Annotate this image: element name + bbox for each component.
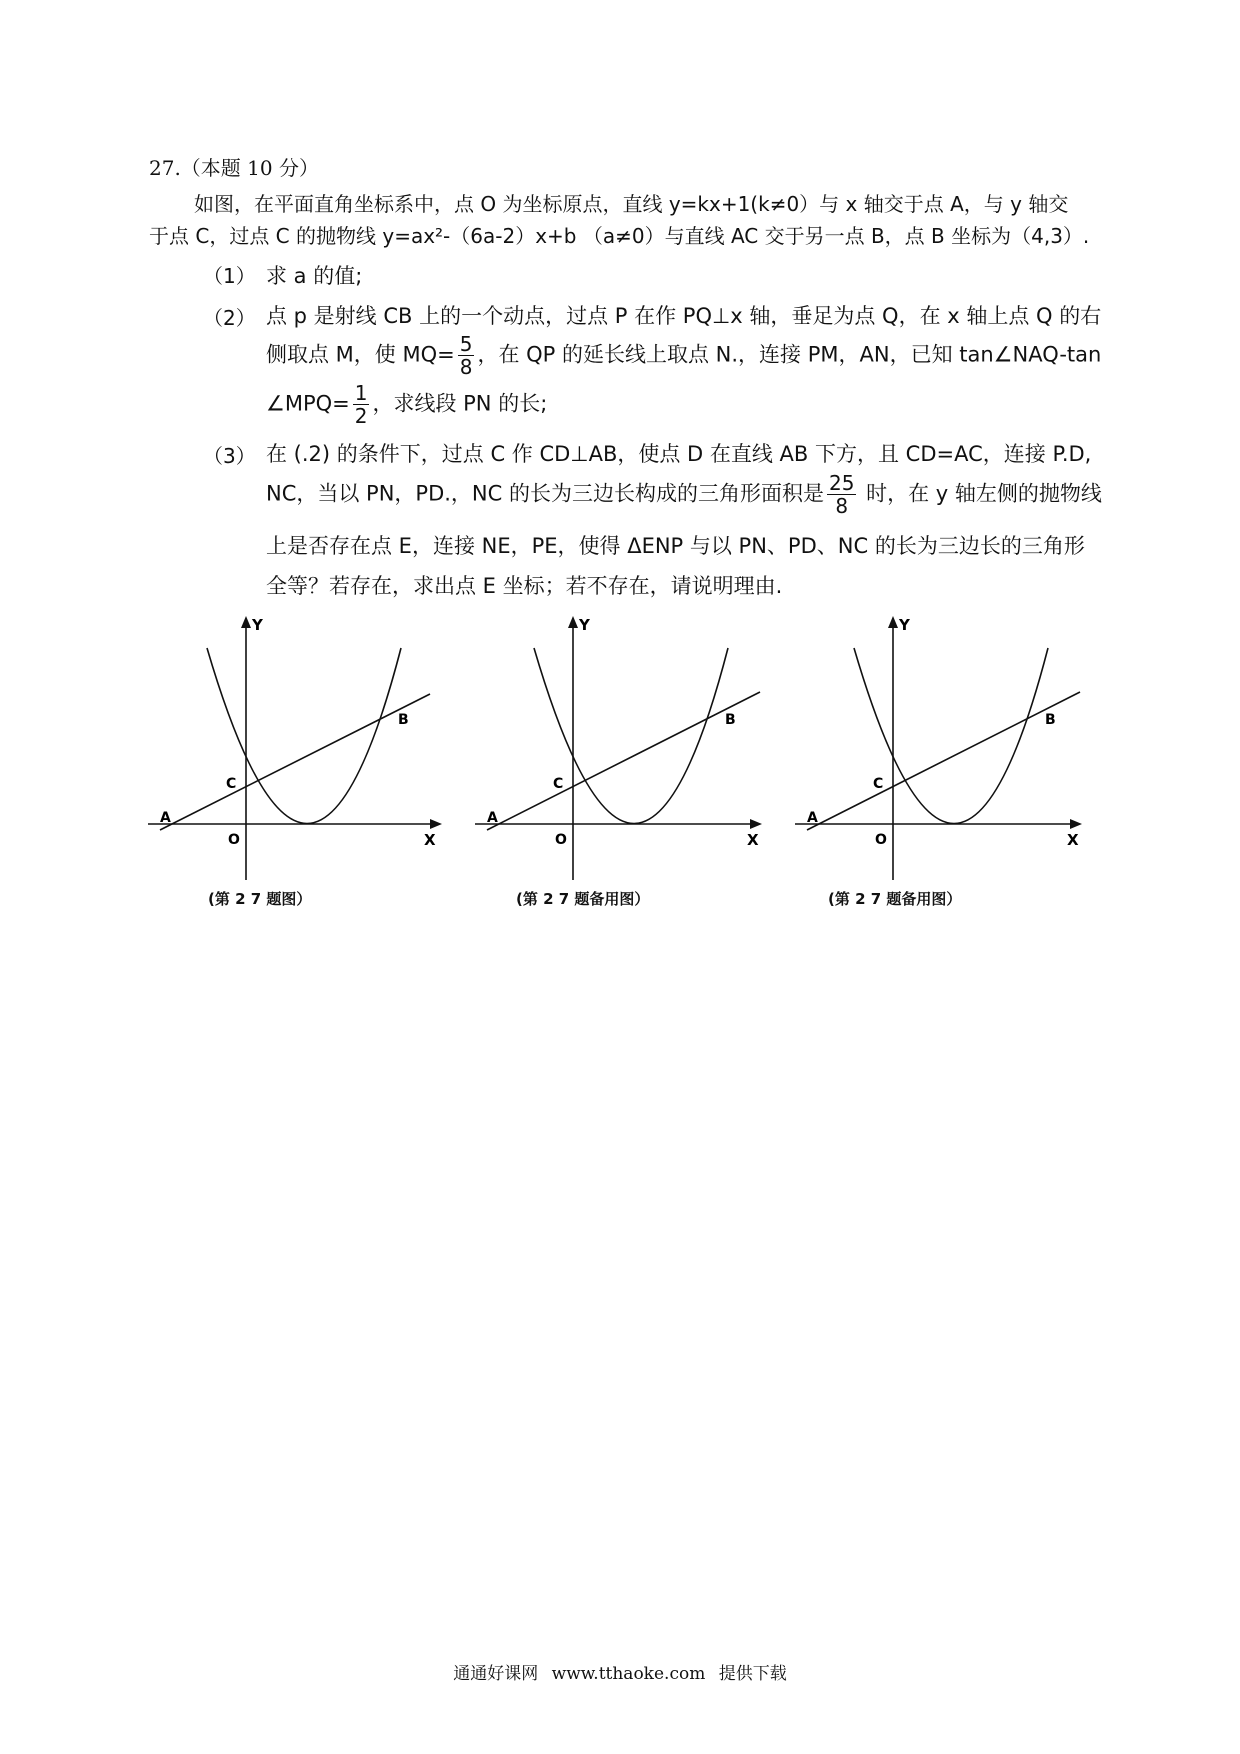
y-axis-label: Y [899, 616, 910, 634]
origin-label: O [555, 832, 567, 848]
fraction-numerator: 1 [354, 381, 368, 405]
point-a-label: A [487, 810, 498, 826]
parabola [534, 648, 728, 824]
point-a-label: A [160, 810, 171, 826]
origin-label: O [875, 832, 887, 848]
part-3-line-2-a: NC，当以 PN，PD.，NC 的长为三边长构成的三角形面积是 [266, 481, 824, 506]
part-3-line-2-b: 时，在 y 轴左侧的抛物线 [859, 481, 1102, 506]
line-ac [160, 694, 430, 830]
part-1-text: 求 a 的值; [266, 264, 363, 288]
figure-caption: (第 2 7 题备用图） [828, 890, 962, 908]
figure-backup-1 [475, 612, 775, 882]
fraction-denominator: 8 [459, 355, 473, 379]
fraction-one-half [353, 383, 370, 426]
x-axis-label: X [424, 831, 436, 849]
part-3-line-1: 在 (.2) 的条件下，过点 C 作 CD⊥AB，使点 D 在直线 AB 下方，且 CD=AC，连接 P.D, [266, 442, 1092, 466]
part-2-line-3 [266, 383, 547, 426]
y-axis-arrow-icon [568, 616, 578, 628]
part-2-line-1: 点 p 是射线 CB 上的一个动点，过点 P 在作 PQ⊥x 轴，垂足为点 Q，在 x 轴上点 Q 的右 [266, 304, 1102, 328]
part-3-line-3: 上是否存在点 E，连接 NE，PE，使得 ΔENP 与以 PN、PD、NC 的长为三边长的三角形 [266, 534, 1085, 558]
y-axis-arrow-icon [888, 616, 898, 628]
point-b-label: B [725, 712, 736, 728]
part-2-line-2-b: ，在 QP 的延长线上取点 N.，连接 PM，AN，已知 tan∠NAQ-tan [477, 342, 1102, 367]
point-c-label: C [873, 776, 884, 792]
fraction-denominator: 2 [354, 404, 368, 428]
x-axis-label: X [1067, 831, 1079, 849]
footer-url[interactable]: www.tthaoke.com [551, 1664, 706, 1684]
part-3-line-2 [266, 473, 1102, 516]
footer-site-name: 通通好课网 [453, 1664, 539, 1684]
line-ac [487, 692, 760, 830]
fraction-numerator: 25 [828, 471, 855, 495]
figure-main [148, 612, 448, 882]
part-2-line-2-a: 侧取点 M，使 MQ= [266, 342, 455, 367]
parabola [854, 648, 1048, 824]
part-2-number: （2） [203, 306, 256, 330]
fraction-numerator: 5 [459, 332, 473, 356]
line-ac [807, 692, 1080, 830]
x-axis-arrow-icon [1070, 819, 1082, 829]
parabola [207, 648, 401, 824]
part-3-number: （3） [203, 444, 256, 468]
point-c-label: C [553, 776, 564, 792]
part-2-line-2 [266, 334, 1101, 377]
x-axis-arrow-icon [750, 819, 762, 829]
x-axis-label: X [747, 831, 759, 849]
fraction-denominator: 8 [835, 494, 849, 518]
point-b-label: B [1045, 712, 1056, 728]
part-1-number: （1） [203, 264, 256, 288]
x-axis-arrow-icon [430, 819, 442, 829]
figure-caption: (第 2 7 题备用图） [516, 890, 650, 908]
part-2-line-3-a: ∠MPQ= [266, 391, 350, 416]
y-axis-label: Y [252, 616, 263, 634]
point-a-label: A [807, 810, 818, 826]
point-b-label: B [398, 712, 409, 728]
fraction-five-eighths [458, 334, 475, 377]
question-intro-line-2: 于点 C，过点 C 的抛物线 y=ax²-（6a-2）x+b （a≠0）与直线 AC 交于另一点 B，点 B 坐标为（4,3）. [149, 224, 1090, 248]
footer-suffix: 提供下载 [718, 1664, 787, 1684]
point-c-label: C [226, 776, 237, 792]
y-axis-label: Y [579, 616, 590, 634]
origin-label: O [228, 832, 240, 848]
page-footer [0, 1659, 1240, 1684]
y-axis-arrow-icon [241, 616, 251, 628]
figure-backup-2 [795, 612, 1095, 882]
fraction-twenty-five-eighths [827, 473, 856, 516]
question-intro-line-1: 如图，在平面直角坐标系中，点 O 为坐标原点，直线 y=kx+1(k≠0）与 x 轴交于点 A，与 y 轴交 [194, 192, 1069, 216]
part-3-line-4: 全等？若存在，求出点 E 坐标；若不存在，请说明理由. [266, 574, 783, 598]
part-2-line-3-b: ，求线段 PN 的长; [372, 391, 548, 416]
question-header: 27.（本题 10 分） [149, 156, 319, 180]
figure-caption: (第 2 7 题图） [208, 890, 312, 908]
